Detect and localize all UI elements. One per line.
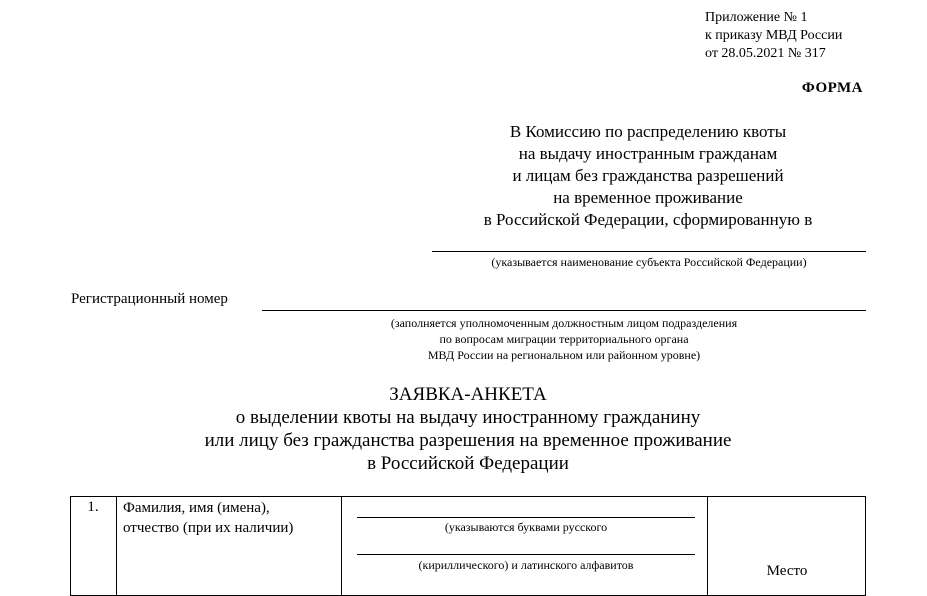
table-divider-label (341, 496, 342, 596)
table-row-label (123, 498, 293, 538)
registration-hint-line-3: МВД России на региональном или районном уровне) (427, 348, 701, 362)
appendix-line-1: Приложение № 1 (705, 10, 808, 25)
registration-number-hint (260, 315, 868, 363)
full-name-hint-line-2: (кириллического) и латинского алфавитов (418, 558, 634, 572)
full-name-cyrillic-field[interactable] (357, 517, 695, 518)
appendix-line-3: от 28.05.2021 № 317 (705, 46, 826, 61)
row-label-line-1: Фамилия, имя (имена), (123, 500, 270, 516)
addressee-line-5: в Российской Федерации, сформированную в (483, 210, 813, 229)
addressee-line-4: на временное проживание (553, 188, 743, 207)
table-divider-number (116, 496, 117, 596)
title-line-2: о выделении квоты на выдачу иностранному гражданину (235, 407, 701, 428)
addressee-line-1: В Комиссию по распределению квоты (509, 122, 787, 141)
title-line-1: ЗАЯВКА-АНКЕТА (389, 384, 547, 405)
appendix-reference (705, 9, 842, 63)
row-label-line-2: отчество (при их наличии) (123, 520, 294, 536)
full-name-latin-field[interactable] (357, 554, 695, 555)
title-line-4: в Российской Федерации (367, 453, 569, 474)
document-title (70, 383, 866, 475)
registration-hint-line-2: по вопросам миграции территориального органа (439, 332, 689, 346)
full-name-hint-line-1: (указываются буквами русского (444, 520, 608, 534)
addressee-line-2: на выдачу иностранным гражданам (518, 144, 778, 163)
subject-name-field[interactable] (432, 251, 866, 252)
registration-hint-line-1: (заполняется уполномоченным должностным лицом подразделения (390, 316, 738, 330)
title-line-3: или лицу без гражданства разрешения на временное проживание (204, 430, 732, 451)
addressee-line-3: и лицам без гражданства разрешений (512, 166, 784, 185)
subject-name-hint: (указывается наименование субъекта Российской Федерации) (491, 255, 807, 269)
form-label: ФОРМА (801, 80, 863, 96)
registration-number-field[interactable] (262, 310, 866, 311)
table-divider-photo (707, 496, 708, 596)
table-row-number: 1. (87, 499, 99, 515)
addressee-block (430, 121, 866, 231)
registration-number-label: Регистрационный номер (71, 291, 228, 307)
photo-place-label: Место (766, 563, 808, 579)
appendix-line-2: к приказу МВД России (705, 28, 843, 43)
